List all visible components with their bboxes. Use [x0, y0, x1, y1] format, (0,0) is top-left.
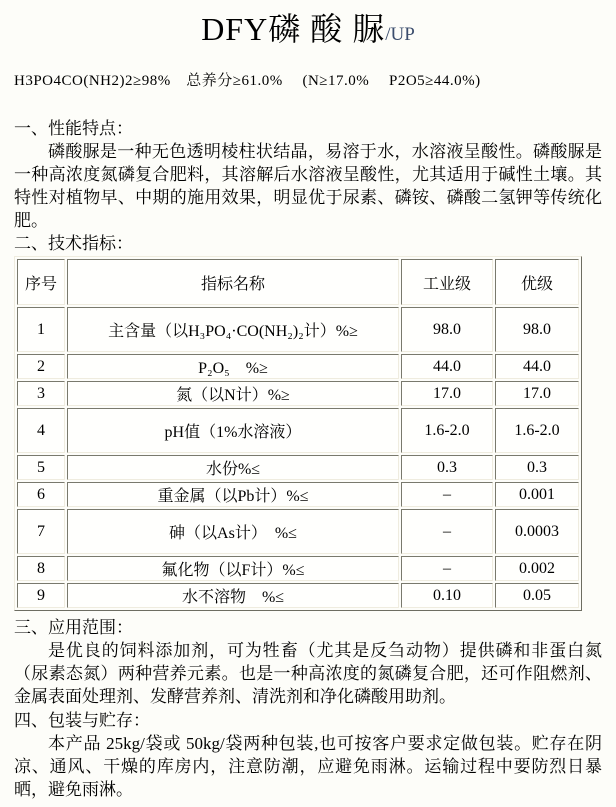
- industrial-value: 17.0: [401, 381, 493, 406]
- section-4-body: 本产品 25kg/袋或 50kg/袋两种包装,也可按客户要求定做包装。贮存在阴凉、通风、干燥的库房内，注意防潮，应避免雨淋。运输过程中要防烈日暴晒，避免雨淋。: [14, 734, 602, 799]
- premium-value: 0.0003: [495, 509, 579, 554]
- indicator-name: 主含量（以H₃PO₄·CO(NH₂)₂计）%≥: [67, 307, 399, 352]
- row-index: 1: [17, 307, 65, 352]
- premium-value: 0.001: [495, 482, 579, 507]
- table-header-row: [17, 259, 579, 305]
- premium-value: 0.05: [495, 583, 579, 608]
- col-header-indicator-name: 指标名称: [67, 259, 399, 305]
- table-row: [17, 381, 579, 406]
- industrial-value: 0.3: [401, 455, 493, 480]
- indicator-name: 砷（以As计） %≤: [67, 509, 399, 554]
- technical-indicators-table: [14, 256, 582, 611]
- table-row: [17, 583, 579, 608]
- row-index: 6: [17, 482, 65, 507]
- industrial-value: 98.0: [401, 307, 493, 352]
- table-row: [17, 556, 579, 581]
- industrial-value: –: [401, 509, 493, 554]
- row-index: 2: [17, 354, 65, 379]
- indicator-name: 氮（以N计）%≥: [67, 381, 399, 406]
- section-2-heading: 二、技术指标：: [14, 234, 133, 253]
- page-title-suffix: /UP: [385, 24, 415, 45]
- col-header-industrial-grade: 工业级: [401, 259, 493, 305]
- premium-value: 0.3: [495, 455, 579, 480]
- table-row: [17, 354, 579, 379]
- chemical-spec-line: H3PO4CO(NH2)2≥98% 总养分≥61.0% (N≥17.0% P2O5≥44.0%): [14, 73, 481, 89]
- industrial-value: 44.0: [401, 354, 493, 379]
- section-1-body: 磷酸脲是一种无色透明棱柱状结晶，易溶于水，水溶液呈酸性。磷酸脲是一种高浓度氮磷复合肥料，其溶解后水溶液呈酸性，尤其适用于碱性土壤。其特性对植物早、中期的施用效果，明显优于尿素、磷铵、磷酸二氢钾等传统化肥。: [14, 142, 602, 230]
- row-index: 3: [17, 381, 65, 406]
- indicator-name: 水不溶物 %≤: [67, 583, 399, 608]
- indicator-name: 重金属（以Pb计）%≤: [67, 482, 399, 507]
- table-row: [17, 509, 579, 554]
- page-title-main: DFY磷 酸 脲: [201, 11, 386, 47]
- premium-value: 98.0: [495, 307, 579, 352]
- indicator-name: P₂O₅ %≥: [67, 354, 399, 379]
- premium-value: 44.0: [495, 354, 579, 379]
- row-index: 5: [17, 455, 65, 480]
- premium-value: 1.6-2.0: [495, 408, 579, 453]
- table-row: [17, 482, 579, 507]
- section-4-heading: 四、包装与贮存：: [14, 711, 150, 730]
- section-1-heading: 一、性能特点：: [14, 119, 133, 138]
- table-row: [17, 408, 579, 453]
- industrial-value: –: [401, 556, 493, 581]
- row-index: 9: [17, 583, 65, 608]
- page-title: [14, 5, 602, 59]
- row-index: 8: [17, 556, 65, 581]
- indicator-name: 氟化物（以F计）%≤: [67, 556, 399, 581]
- row-index: 4: [17, 408, 65, 453]
- col-header-premium-grade: 优级: [495, 259, 579, 305]
- industrial-value: –: [401, 482, 493, 507]
- section-3-heading: 三、应用范围：: [14, 618, 133, 637]
- premium-value: 0.002: [495, 556, 579, 581]
- industrial-value: 1.6-2.0: [401, 408, 493, 453]
- table-row: [17, 307, 579, 352]
- col-header-index: 序号: [17, 259, 65, 305]
- indicator-name: 水份%≤: [67, 455, 399, 480]
- section-3-body: 是优良的饲料添加剂，可为牲畜（尤其是反刍动物）提供磷和非蛋白氮（尿素态氮）两种营养元素。也是一种高浓度的氮磷复合肥，还可作阻燃剂、金属表面处理剂、发酵营养剂、清洗剂和净化磷酸用助剂。: [14, 641, 602, 706]
- row-index: 7: [17, 509, 65, 554]
- indicator-name: pH值（1%水溶液）: [67, 408, 399, 453]
- industrial-value: 0.10: [401, 583, 493, 608]
- table-row: [17, 455, 579, 480]
- premium-value: 17.0: [495, 381, 579, 406]
